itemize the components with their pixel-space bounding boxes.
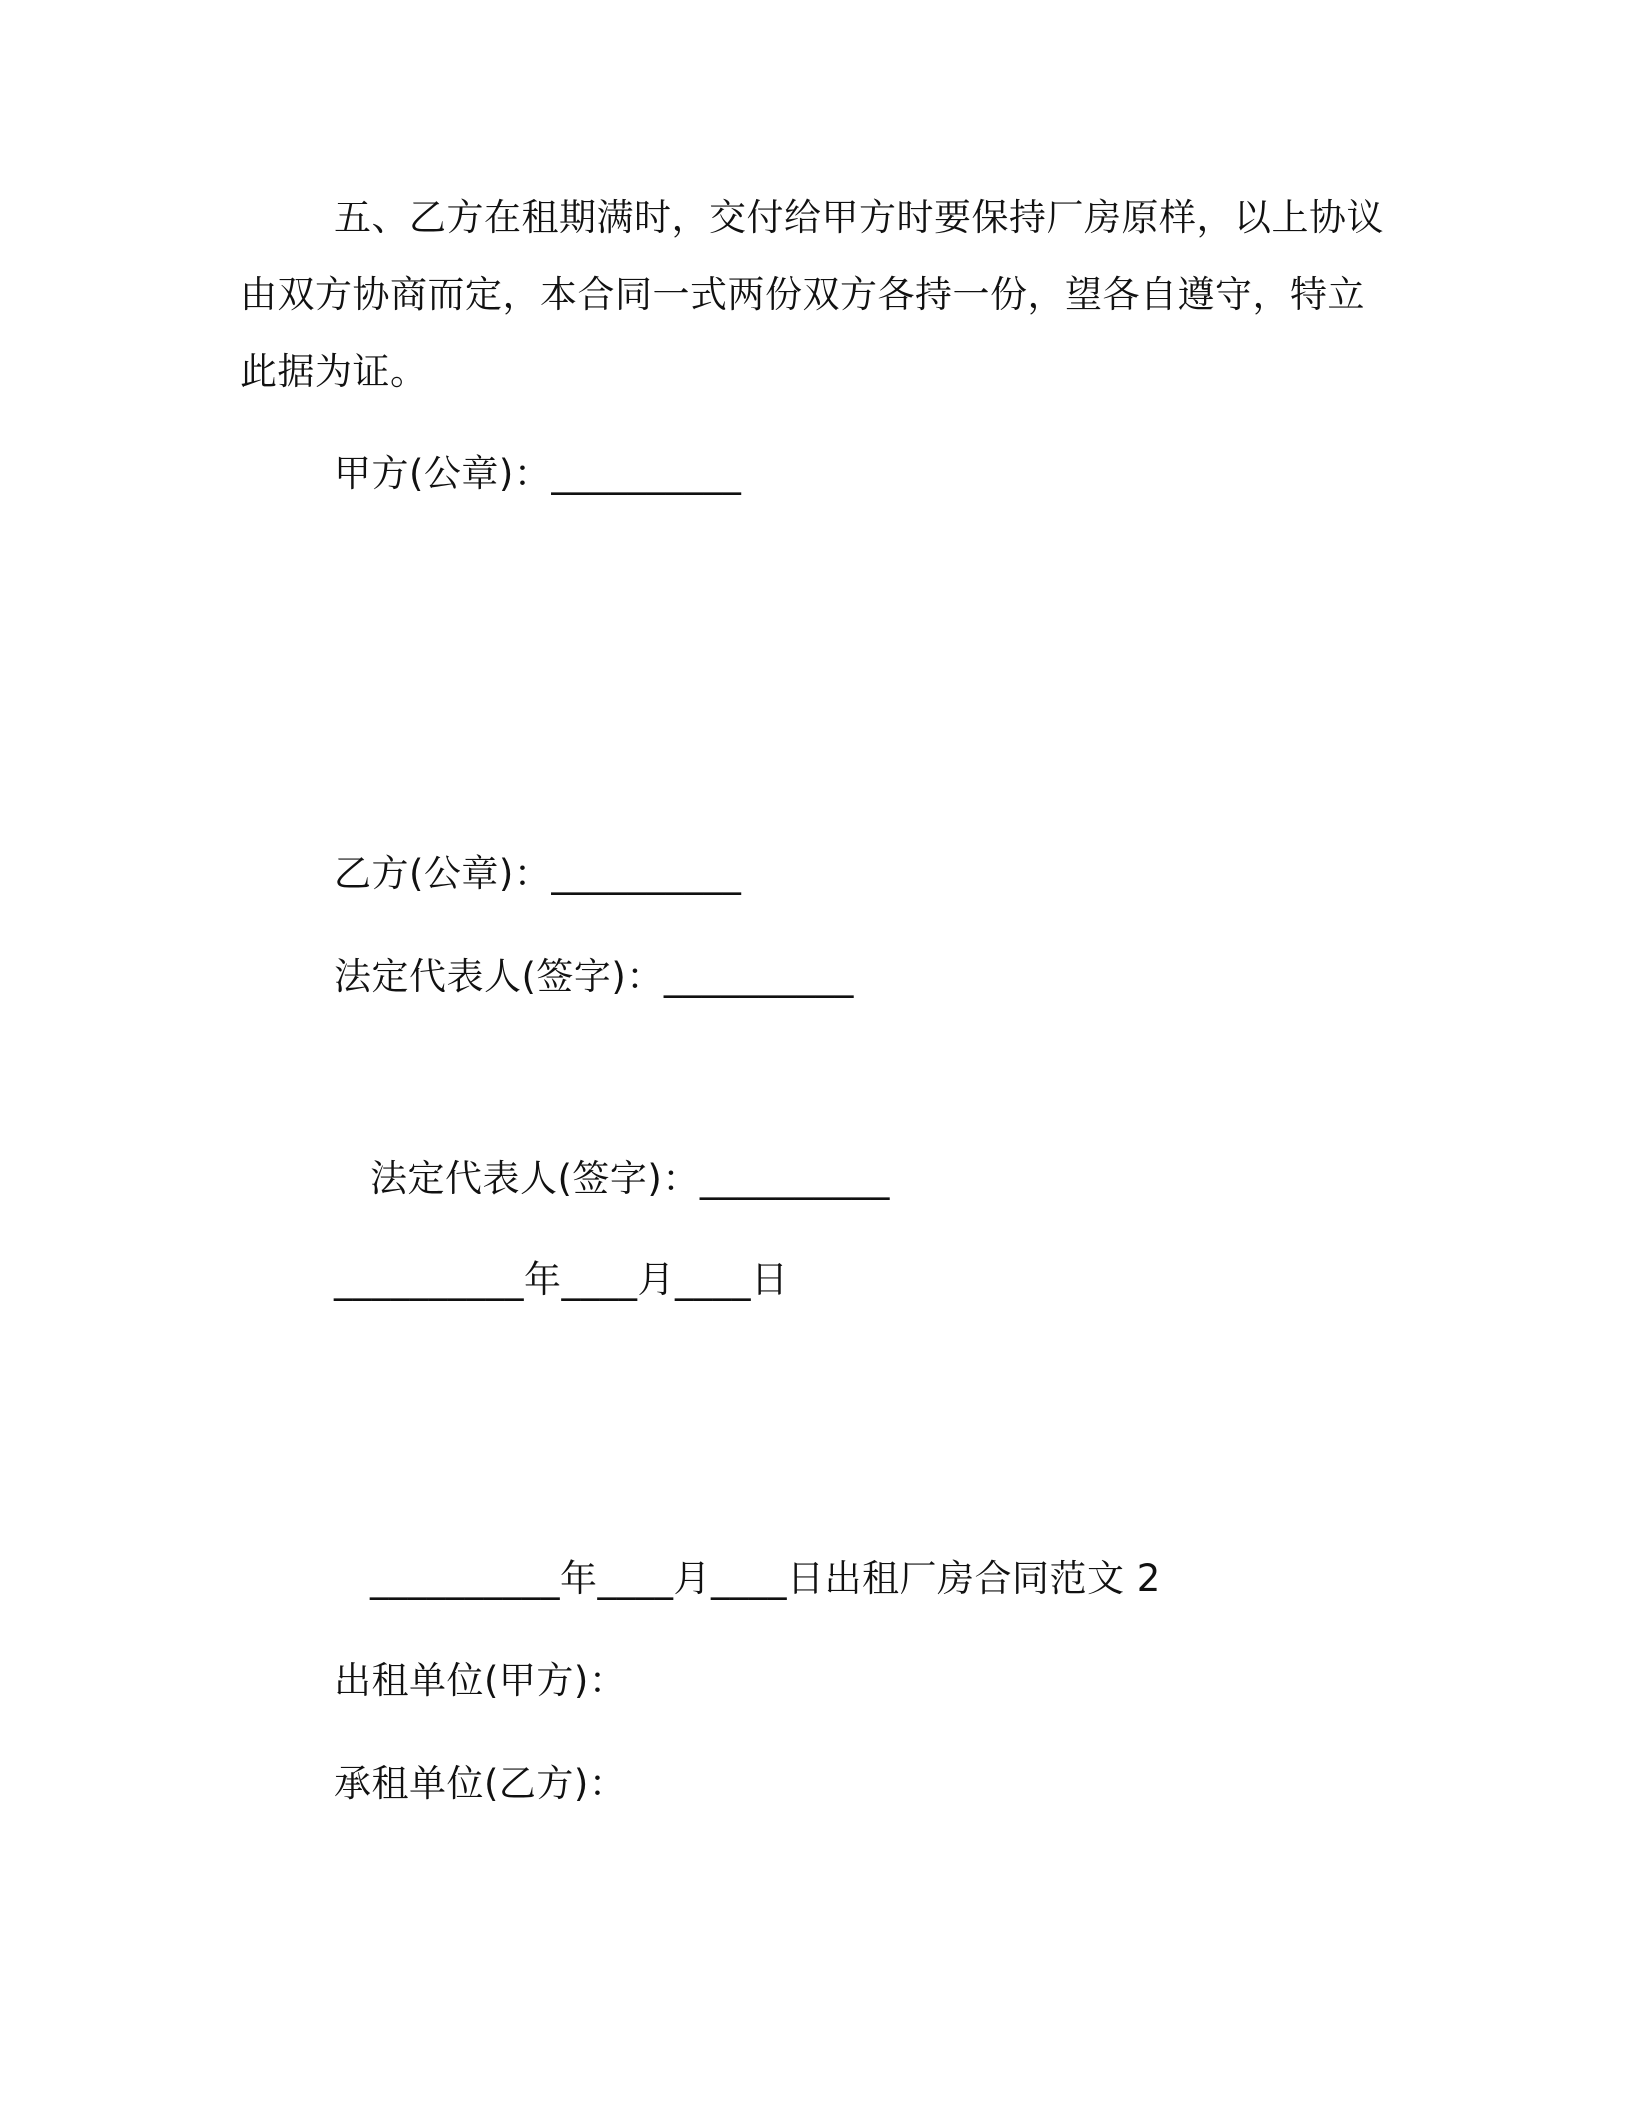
date-line: __________年____月____日 — [334, 1258, 789, 1301]
clause-five-line-1: 五、乙方在租期满时，交付给甲方时要保持厂房原样，以上协议 — [334, 196, 1384, 239]
clause-five-line-3: 此据为证。 — [240, 350, 428, 393]
party-b-seal-line: 乙方(公章)：__________ — [334, 852, 742, 895]
clause-five-line-2: 由双方协商而定，本合同一式两份双方各持一份，望各自遵守，特立 — [240, 273, 1365, 316]
legal-rep-signature-line-1: 法定代表人(签字)：__________ — [334, 955, 854, 998]
party-a-seal-line: 甲方(公章)：__________ — [334, 452, 742, 495]
lessor-label: 出租单位(甲方)： — [334, 1659, 627, 1702]
sample-2-heading: __________年____月____日出租厂房合同范文 2 — [370, 1557, 1161, 1600]
lessee-label: 承租单位(乙方)： — [334, 1762, 627, 1805]
legal-rep-signature-line-2: 法定代表人(签字)：__________ — [370, 1157, 890, 1200]
